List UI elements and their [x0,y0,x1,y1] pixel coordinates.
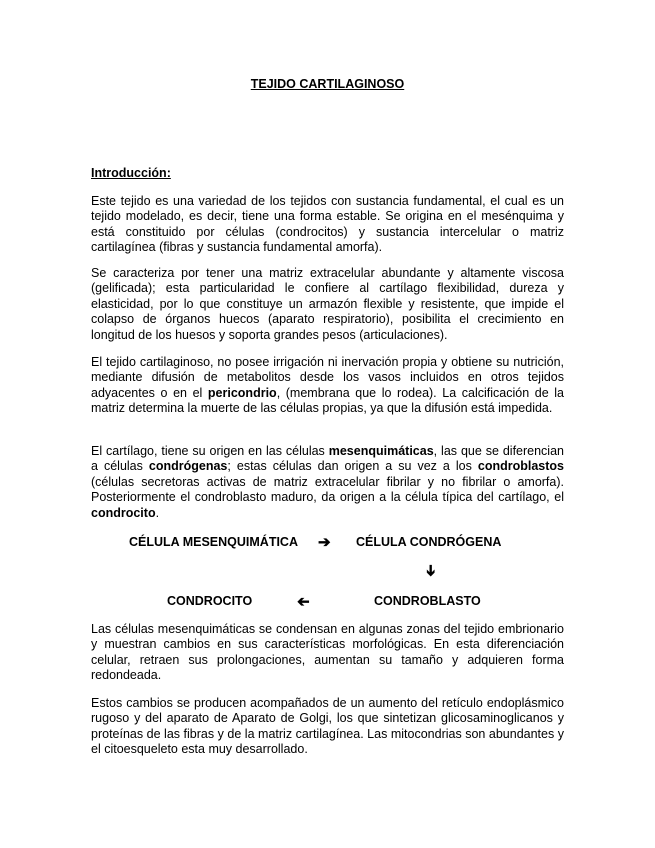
diagram-chondrogenic-cell: CÉLULA CONDRÓGENA [356,535,502,549]
paragraph-3 [91,355,564,417]
term-mesenquimaticas: mesenquimáticas [328,444,434,458]
term-pericondrio: pericondrio [207,385,277,400]
diagram-chondroblast: CONDROBLASTO [374,594,481,608]
paragraph-3-text: El tejido cartilaginoso, no posee irrigación ni inervación propia y obtiene su nutrición, mediante difusión de metabolitos desde los vasos incluidos en otros tejidos adyacentes o en el [91,355,564,400]
arrow-left-icon: ➔ [297,593,310,610]
paragraph-2: Se caracteriza por tener una matriz extracelular abundante y altamente viscosa (gelificada); esta particularidad le confiere al cartílago flexibilidad, dureza y elasticidad, por lo que constituye un armazón flexible y resistente, que impide el colapso de órganos huecos (aparato respiratorio), posibilita el crecimiento en longitud de los huesos y soporta grandes pesos (articulaciones). [91,266,564,342]
diagram-mesenchymal-cell: CÉLULA MESENQUIMÁTICA [129,535,298,549]
paragraph-4-text: . [155,505,160,520]
intro-heading: Introducción: [91,166,171,180]
paragraph-4-text: (células secretoras activas de matriz extracelular fibrilar y no fibrilar o amorfa). Posteriormente el condroblasto maduro, da origen a la célula típica del cartílago, el [91,474,564,505]
paragraph-5: Las células mesenquimáticas se condensan en algunas zonas del tejido embrionario y muestran cambios en sus características morfológicas. En esta diferenciación celular, retraen sus prolongaciones, aumentan su tamaño y adquieren forma redondeada. [91,622,564,683]
paragraph-4-text: El cartílago, tiene su origen en las células [91,444,329,458]
arrow-right-icon: ➔ [318,534,331,551]
arrow-down-icon: ➔ [421,564,439,577]
term-condroblastos: condroblastos [477,459,564,474]
paragraph-1: Este tejido es una variedad de los tejidos con sustancia fundamental, el cual es un tejido modelado, es decir, tiene una forma estable. Se origina en el mesénquima y está constituido por células (condrocitos) y sustancia intercelular o matriz cartilagínea (fibras y sustancia fundamental amorfa). [91,194,564,255]
paragraph-6: Estos cambios se producen acompañados de un aumento del retículo endoplásmico rugoso y del aparato de Aparato de Golgi, los que sintetizan glicosaminoglicanos y proteínas de las fibras y de la matriz cartilagínea. Las mitocondrias son abundantes y el citoesqueleto esta muy desarrollado. [91,696,564,757]
paragraph-3-text: , (membrana que lo rodea). La calcificación de la matriz determina la muerte de las células propias, ya que la difusión está impedida. [91,385,564,416]
document-title: TEJIDO CARTILAGINOSO [250,77,405,91]
term-condrogenas: condrógenas [148,459,228,474]
paragraph-4-text: , las que se diferencian a células [91,444,564,474]
term-condrocito: condrocito [91,505,156,520]
paragraph-4-text: ; estas células dan origen a su vez a los [227,459,478,474]
paragraph-4 [91,444,564,521]
diagram-chondrocyte: CONDROCITO [167,594,253,608]
